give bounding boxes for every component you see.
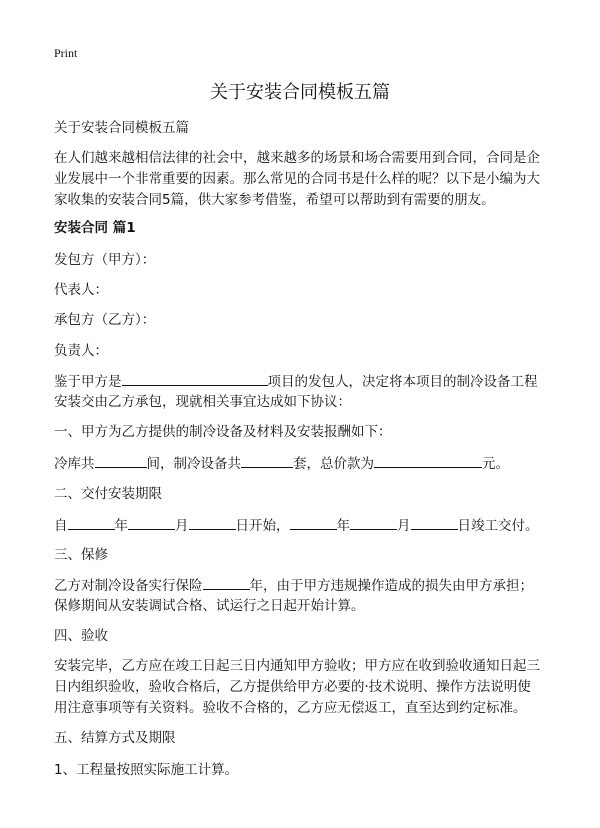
- page-title: 关于安装合同模板五篇: [210, 82, 390, 103]
- blank-field: [350, 515, 397, 530]
- whereas-line2: 安装交由乙方承包，现就相关事宜达成如下协议：: [54, 394, 351, 410]
- clause-heading: 一、甲方为乙方提供的制冷设备及材料及安装报酬如下：: [54, 424, 392, 440]
- subtitle: 关于安装合同模板五篇: [54, 120, 189, 136]
- party-b-label: 承包方（乙方）：: [54, 312, 156, 328]
- clause4-line: 安装完毕，乙方应在竣工日起三日内通知甲方验收；甲方应在收到验收通知日起三: [54, 658, 540, 674]
- text: 日开始，: [235, 518, 290, 534]
- blank-field: [374, 453, 482, 468]
- intro-line: 在人们越来越相信法律的社会中，越来越多的场景和场合需要用到合同，合同是企: [54, 150, 540, 166]
- responsible-label: 负责人：: [54, 343, 108, 359]
- text: 月: [175, 518, 189, 534]
- blank-field: [122, 371, 268, 386]
- intro-line: 家收集的安装合同5篇，供大家参考借鉴，希望可以帮助到有需要的朋友。: [54, 192, 495, 208]
- blank-field: [95, 453, 147, 468]
- blank-field: [290, 515, 337, 530]
- blank-field: [411, 515, 458, 530]
- clause-heading: 五、结算方式及期限: [54, 730, 176, 746]
- intro-line: 业发展中一个非常重要的因素。那么常见的合同书是什么样的呢？以下是小编为大: [54, 171, 540, 187]
- whereas-line: [54, 371, 538, 393]
- text: 年，由于甲方违规操作造成的损失由甲方承担；: [249, 578, 533, 594]
- text: 冷库共: [54, 456, 95, 472]
- section-heading: 安装合同 篇1: [54, 220, 136, 236]
- clause3-line: [54, 575, 533, 597]
- clause-heading: 二、交付安装期限: [54, 486, 162, 502]
- blank-field: [241, 453, 293, 468]
- text: 套，总价款为: [293, 456, 374, 472]
- blank-field: [203, 575, 250, 590]
- clause5-item: 1、工程量按照实际施工计算。: [54, 762, 239, 778]
- clause3-line2: 保修期间从安装调试合格、试运行之日起开始计算。: [54, 598, 365, 614]
- text: 元。: [482, 456, 509, 472]
- party-a-label: 发包方（甲方）：: [54, 252, 156, 268]
- text: 鉴于甲方是: [54, 374, 122, 390]
- clause-heading: 三、保修: [54, 547, 108, 563]
- clause1-line: [54, 453, 509, 475]
- text: 月: [397, 518, 411, 534]
- clause-heading: 四、验收: [54, 628, 108, 644]
- text: 年: [336, 518, 350, 534]
- blank-field: [68, 515, 115, 530]
- clause4-line: 日内组织验收，验收合格后，乙方提供给甲方必要的·技术说明、操作方法说明使: [54, 679, 531, 695]
- blank-field: [189, 515, 236, 530]
- text: 间，制冷设备共: [146, 456, 241, 472]
- representative-label: 代表人：: [54, 282, 108, 298]
- text: 自: [54, 518, 68, 534]
- blank-field: [128, 515, 175, 530]
- clause4-line: 用注意事项等有关资料。验收不合格的，乙方应无偿返工，直至达到约定标准。: [54, 700, 527, 716]
- text: 项目的发包人，决定将本项目的制冷设备工程: [267, 374, 538, 390]
- clause2-line: [54, 515, 539, 537]
- text: 日竣工交付。: [457, 518, 539, 534]
- print-link[interactable]: Print: [54, 46, 78, 60]
- text: 乙方对制冷设备实行保险: [54, 578, 203, 594]
- text: 年: [114, 518, 128, 534]
